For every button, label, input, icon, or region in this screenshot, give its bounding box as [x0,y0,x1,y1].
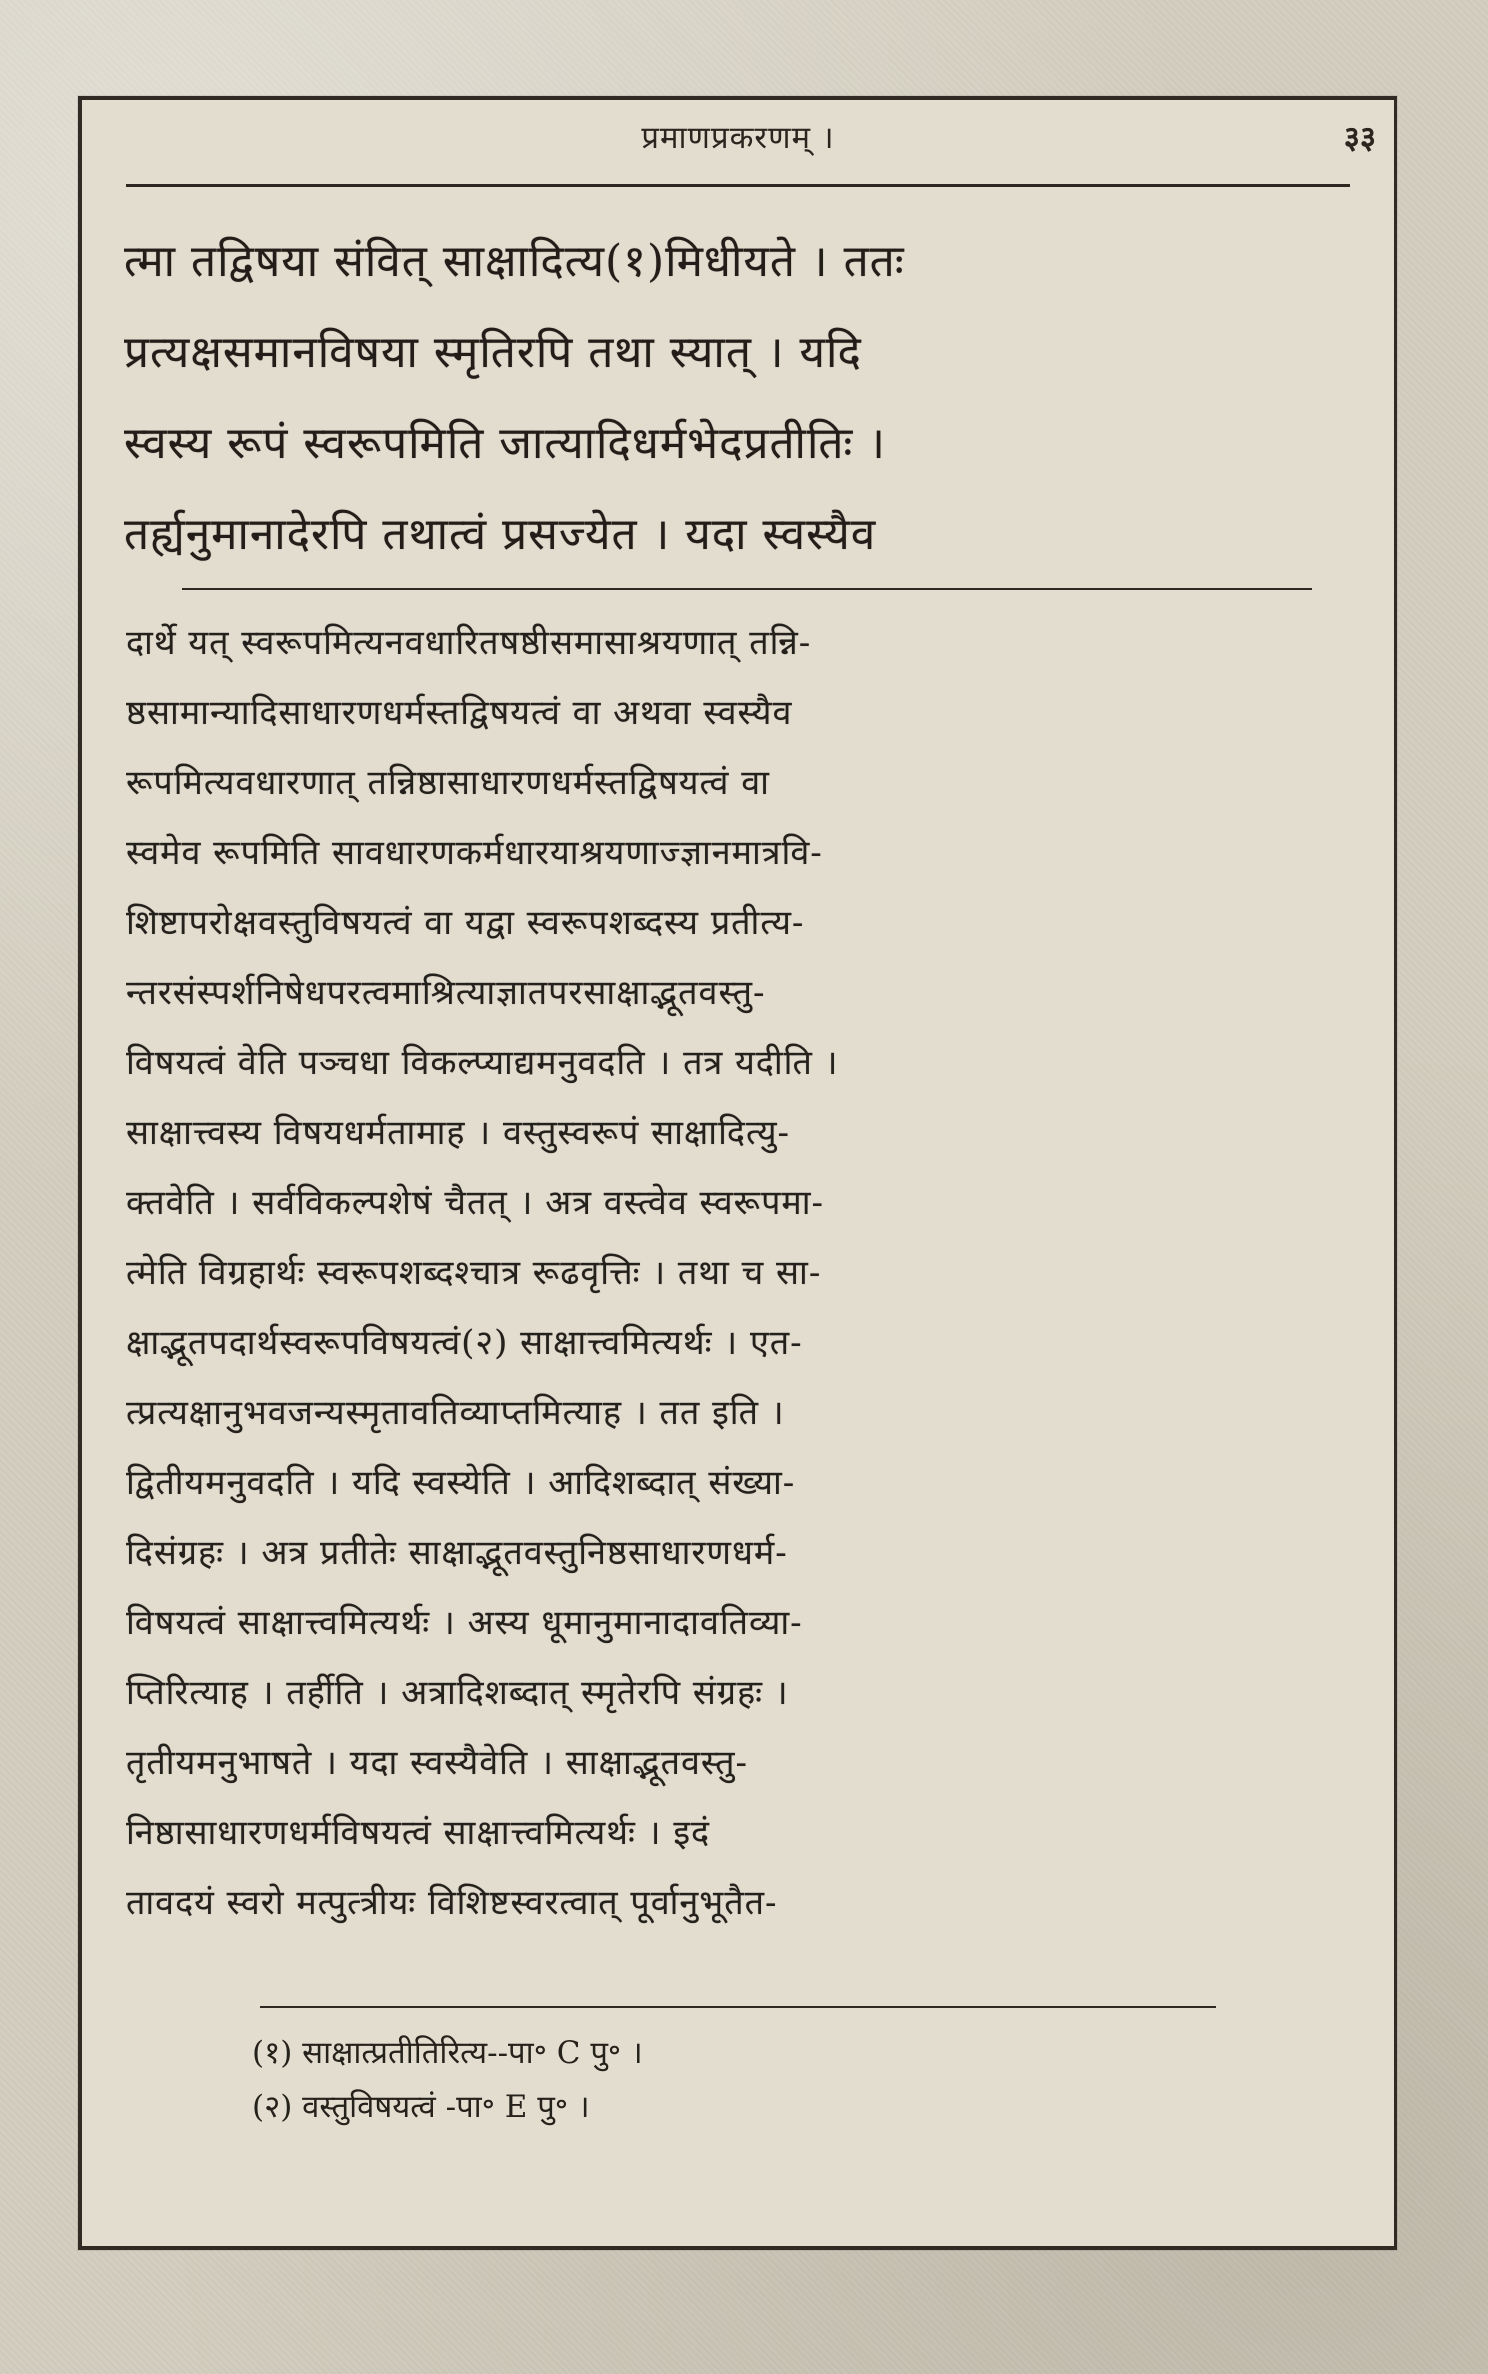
commentary-line-2: ष्ठसामान्यादिसाधारणधर्मस्तद्विषयत्वं वा अथवा स्वस्यैव [126,693,793,733]
commentary-line-9: क्तवेति । सर्वविकल्पशेषं चैतत् । अत्र वस्त्वेव स्वरूपमा- [126,1183,825,1223]
top-border-rule [82,96,1394,100]
header-rule [126,184,1350,187]
commentary-line-18: निष्ठासाधारणधर्मविषयत्वं साक्षात्त्वमित्यर्थः । इदं [126,1813,711,1853]
commentary-line-8: साक्षात्त्वस्य विषयधर्मतामाह । वस्तुस्वरूपं साक्षादित्यु- [126,1113,791,1153]
text-commentary-rule [182,588,1312,590]
main-text-block [124,216,1354,580]
commentary-block [126,608,1354,1938]
commentary-line-4: स्वमेव रूपमिति सावधारणकर्मधारयाश्रयणाज्ज्ञानमात्रवि- [126,833,823,873]
running-header [82,116,1394,158]
commentary-line-15: विषयत्वं साक्षात्त्वमित्यर्थः । अस्य धूमानुमानादावतिव्या- [126,1603,803,1643]
commentary-line-17: तृतीयमनुभाषते । यदा स्वस्यैवेति । साक्षाद्भूतवस्तु- [126,1743,748,1783]
commentary-line-11: क्षाद्भूतपदार्थस्वरूपविषयत्वं(२) साक्षात्त्वमित्यर्थः । एत- [126,1323,803,1363]
commentary-line-12: त्प्रत्यक्षानुभवजन्यस्मृतावतिव्याप्तमित्याह । तत इति । [126,1393,785,1433]
commentary-line-19: तावदयं स्वरो मत्पुत्त्रीयः विशिष्टस्वरत्वात् पूर्वानुभूतैत- [126,1883,778,1923]
footnotes-block [252,2026,1274,2134]
commentary-line-13: द्वितीयमनुवदति । यदि स्वस्येति । आदिशब्दात् संख्या- [126,1463,796,1503]
commentary-line-7: विषयत्वं वेति पञ्चधा विकल्प्याद्यमनुवदति । तत्र यदीति । [126,1043,839,1083]
commentary-line-1: दार्थे यत् स्वरूपमित्यनवधारितषष्ठीसमासाश्रयणात् तन्नि- [126,623,812,663]
running-title: प्रमाणप्रकरणम् । [641,120,835,156]
footnote-2: (२) वस्तुविषयत्वं -पा॰ E पु॰ । [252,2089,590,2125]
footnote-1: (१) साक्षात्प्रतीतिरित्य--पा॰ C पु॰ । [252,2035,643,2071]
book-page [78,96,1397,2250]
commentary-line-16: प्तिरित्याह । तर्हीति । अत्रादिशब्दात् स्मृतेरपि संग्रहः । [126,1673,789,1713]
commentary-line-10: त्मेति विग्रहार्थः स्वरूपशब्दश्चात्र रूढवृत्तिः । तथा च सा- [126,1253,822,1293]
page-number: ३३ [1343,120,1376,156]
commentary-line-5: शिष्टापरोक्षवस्तुविषयत्वं वा यद्वा स्वरूपशब्दस्य प्रतीत्य- [126,903,805,943]
footnote-rule [260,2006,1216,2008]
commentary-line-14: दिसंग्रहः । अत्र प्रतीतेः साक्षाद्भूतवस्तुनिष्ठसाधारणधर्म- [126,1533,788,1573]
commentary-line-6: न्तरसंस्पर्शनिषेधपरत्वमाश्रित्याज्ञातपरसाक्षाद्भूतवस्तु- [126,973,766,1013]
main-text-line-3: स्वस्य रूपं स्वरूपमिति जात्यादिधर्मभेदप्रतीतिः । [124,418,886,469]
main-text-line-4: तर्ह्यनुमानादेरपि तथात्वं प्रसज्येत । यदा स्वस्यैव [124,509,877,560]
commentary-line-3: रूपमित्यवधारणात् तन्निष्ठासाधारणधर्मस्तद्विषयत्वं वा [126,763,770,803]
main-text-line-1: त्मा तद्विषया संवित् साक्षादित्य(१)मिधीयते । ततः [124,236,905,287]
main-text-line-2: प्रत्यक्षसमानविषया स्मृतिरपि तथा स्यात् । यदि [124,327,862,378]
